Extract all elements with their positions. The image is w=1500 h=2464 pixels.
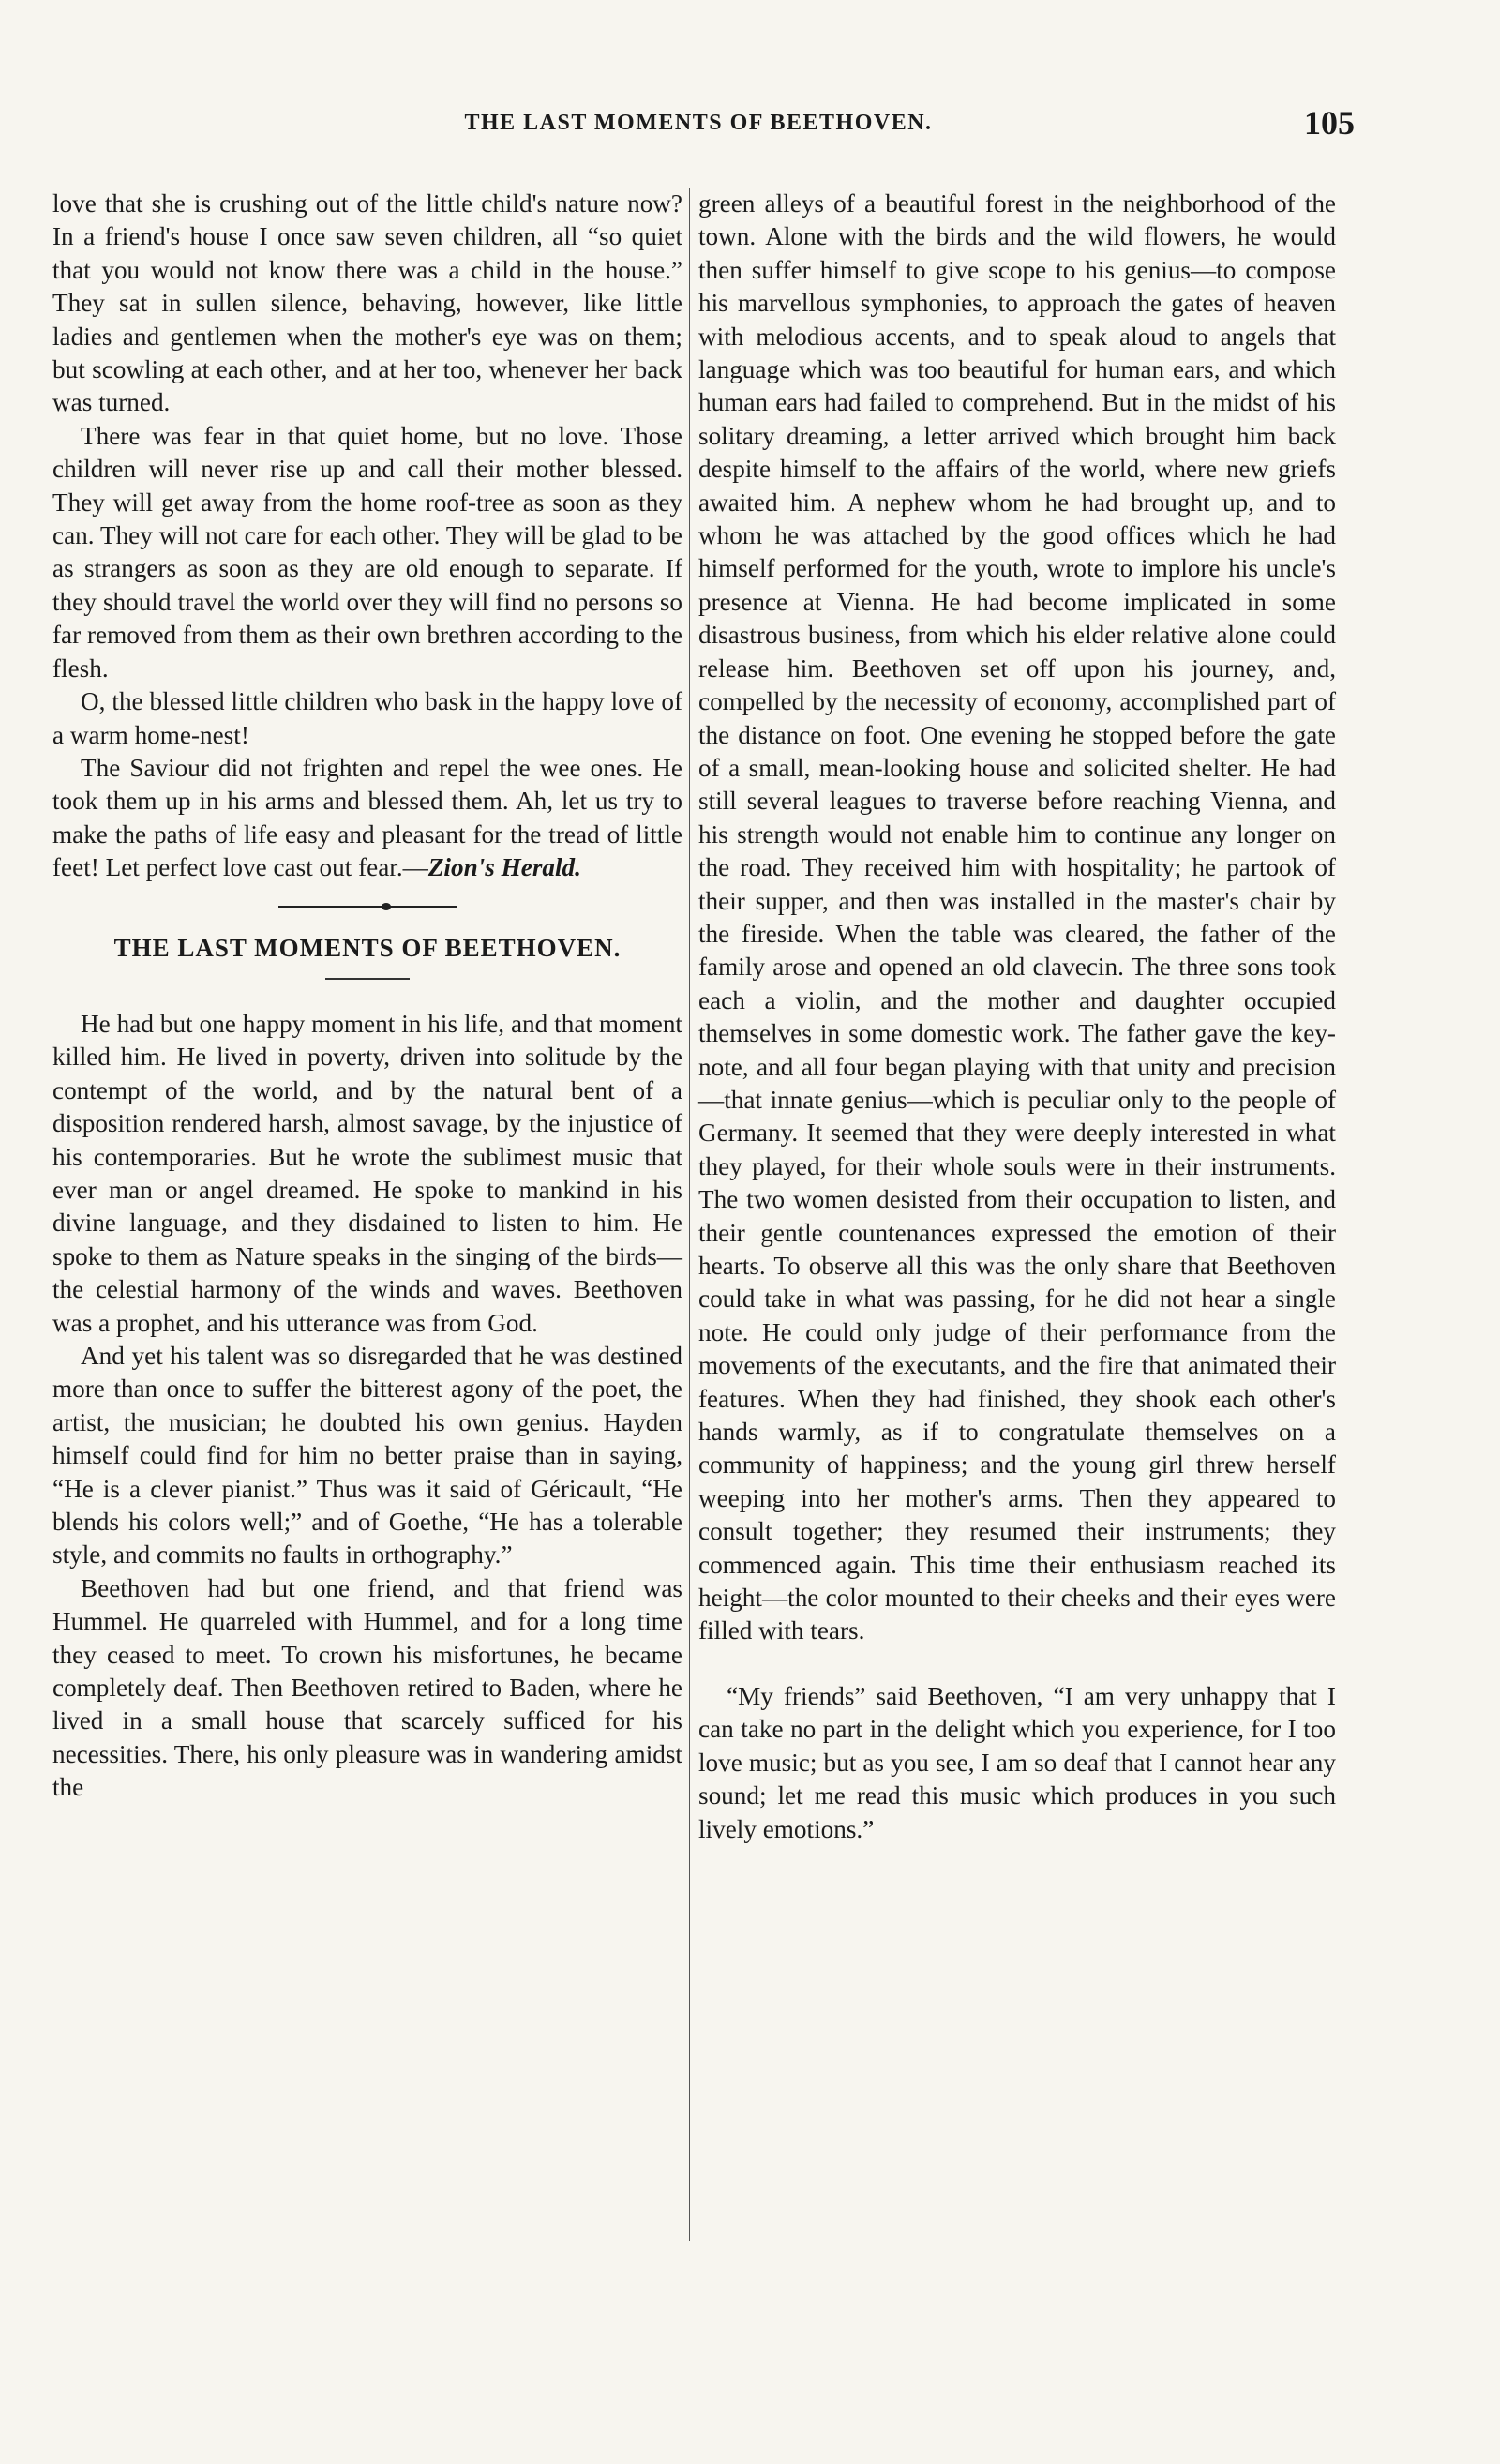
paragraph: And yet his talent was so disregarded that he was destined more than once to suffer the bitterest agony of the poet, the artist, the musician; he doubted his own genius. Hayden himself could find for him no better praise than in saying, “He is a clever pianist.” Thus was it said of Géricault, “He blends his colors well;” and of Goethe, “He has a tolerable style, and commits no faults in orthography.” xyxy=(52,1342,682,1570)
article-title: THE LAST MOMENTS OF BEETHOVEN. xyxy=(113,933,622,962)
paragraph: There was fear in that quiet home, but no love. Those children will never rise up and call their mother blessed. They will get away from the home roof-tree as soon as they can. They will not care for each other. They will be glad to be as strangers as soon as they are old enough to separate. If they should travel the world over they will find no persons so far removed from them as their own brethren according to the flesh. xyxy=(52,421,682,683)
paragraph-text: The Saviour did not frighten and repel the wee ones. He took them up in his arms and blessed them. Ah, let us try to make the paths of life easy and pleasant for the tread of little feet! Let perfect love cast out fear.— xyxy=(52,753,682,882)
paragraph: O, the blessed little children who bask in the happy love of a warm home-nest! xyxy=(52,687,682,749)
column-divider xyxy=(689,188,690,2241)
title-rule xyxy=(325,978,410,980)
separator-ornament xyxy=(382,903,391,910)
paragraph: “My friends” said Beethoven, “I am very unhappy that I can take no part in the delight which you experience, for I too love music; but as you see, I am so deaf that I cannot hear any sound; let me read this music which produces in you such lively emotions.” xyxy=(698,1681,1336,1843)
paragraph: green alleys of a beautiful forest in the neighborhood of the town. Alone with the birds and the wild flowers, he would then suffer himself to give scope to his genius—to compose his marvellous symphonies, to approach the gates of heaven with melodious accents, and to speak aloud to angels that language which was too beautiful for human ears, and which human ears had failed to comprehend. But in the midst of his solitary dreaming, a letter arrived which brought him back despite himself to the affairs of the world, where new griefs awaited him. A nephew whom he had brought up, and to whom he was attached by the good offices which he had himself performed for the youth, wrote to implore his uncle's presence at Vienna. He had become implicated in some disastrous business, from which his elder relative alone could release him. Beethoven set off upon his journey, and, compelled by the necessity of economy, accomplished part of the distance on foot. One evening he stopped before the gate of a small, mean-looking house and solicited shelter. He had still several leagues to traverse before reaching Vienna, and his strength would not enable him to continue any longer on the road. They received him with hospitality; he partook of their supper, and then was installed in the master's chair by the fireside. When the table was cleared, the father of the family arose and opened an old clavecin. The three sons took each a violin, and the mother and daughter occupied themselves in some domestic work. The father gave the key-note, and all four began playing with that unity and precision—that innate genius—which is peculiar only to the people of Germany. It seemed that they were deeply interested in what they played, for their whole souls were in their instruments. The two women desisted from their occupation to listen, and their gentle countenances expressed the emotion of their hearts. To observe all this was the only share that Beethoven could take in what was passing, for he did not hear a single note. He could only judge of their performance from the movements of the executants, and the fire that animated their features. When they had finished, they shook each other's hands warmly, as if to congratulate themselves on a community of happiness; and the young girl threw herself weeping into her mother's arms. Then they appeared to consult together; they resumed their instruments; they commenced again. This time their enthusiasm reached its height—the color mounted to their cheeks and their eyes were filled with tears. xyxy=(698,189,1336,1645)
paragraph: love that she is crushing out of the little child's nature now? In a friend's house I once saw seven children, all “so quiet that you would not know there was a child in the house.” They sat in sullen silence, behaving, however, like little ladies and gentlemen when the mother's eye was on them; but scowling at each other, and at her too, whenever her back was turned. xyxy=(52,189,682,417)
paragraph: He had but one happy moment in his life, and that moment killed him. He lived in poverty, driven into solitude by the contempt of the world, and by the natural bent of a disposition rendered harsh, almost savage, by the injustice of his contemporaries. But he wrote the sublimest music that ever man or angel dreamed. He spoke to mankind in his divine language, and they disdained to listen to him. He spoke to them as Nature speaks in the singing of the birds—the celestial harmony of the winds and waves. Beethoven was a prophet, and his utterance was from God. xyxy=(52,1009,682,1337)
section-separator xyxy=(278,906,457,908)
left-column xyxy=(52,188,682,1805)
source-attribution: Zion's Herald. xyxy=(428,853,581,882)
paragraph: Beethoven had but one friend, and that friend was Hummel. He quarreled with Hummel, and for a long time they ceased to meet. To crown his misfortunes, he became completely deaf. Then Beethoven retired to Baden, where he lived in a small house that scarcely sufficed for his necessities. There, his only pleasure was in wandering amidst the xyxy=(52,1573,682,1802)
paragraph xyxy=(52,752,682,885)
paragraph-gap xyxy=(698,1648,1336,1680)
running-head: THE LAST MOMENTS OF BEETHOVEN. xyxy=(464,111,933,135)
page-number: 105 xyxy=(1304,104,1355,142)
right-column xyxy=(698,188,1336,1846)
